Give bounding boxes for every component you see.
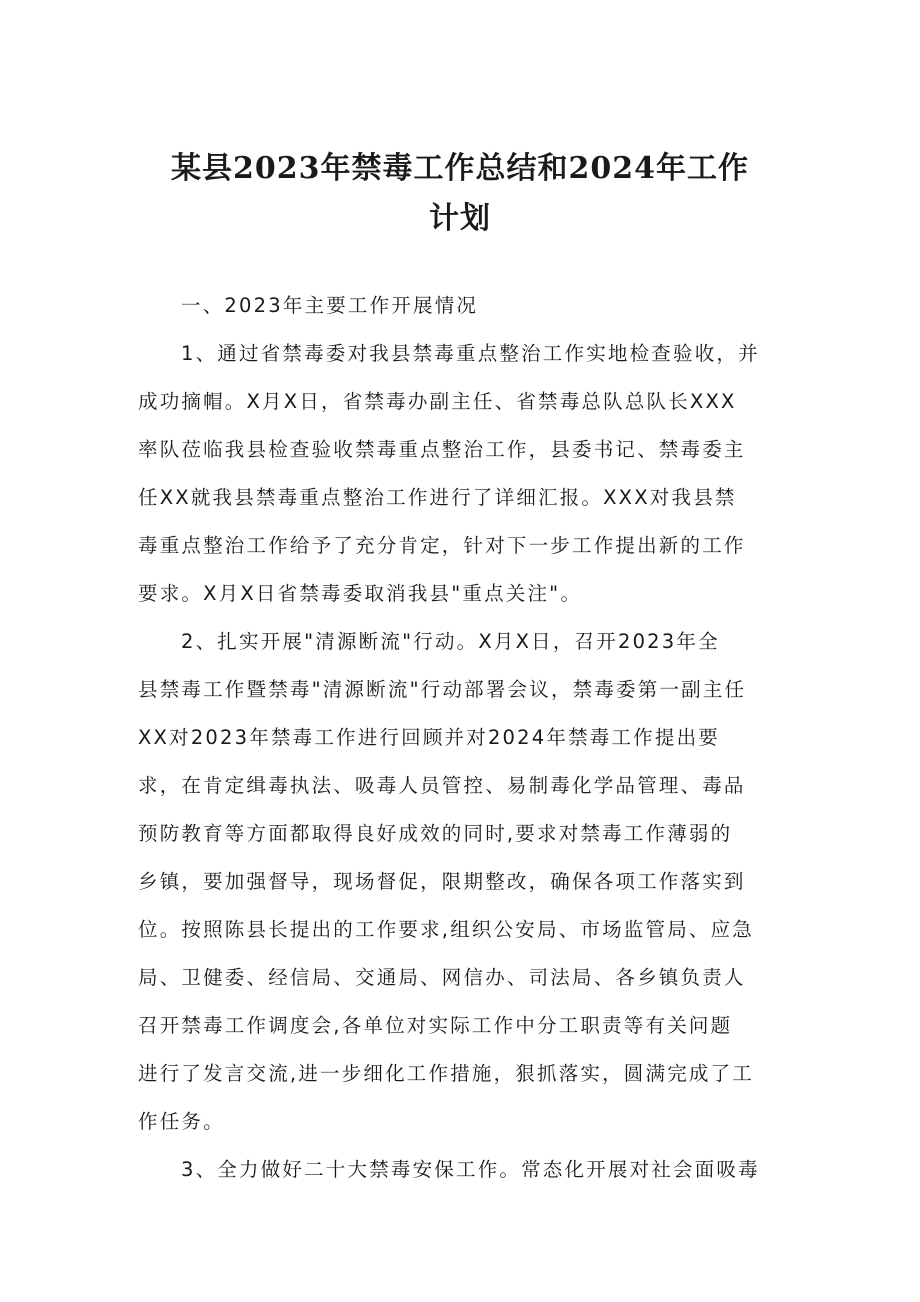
document-title-line-2: 计划 <box>429 201 491 236</box>
paragraph-1-line: 毒重点整治工作给予了充分肯定，针对下一步工作提出新的工作 <box>138 534 746 557</box>
paragraph-2-line: 乡镇，要加强督导，现场督促，限期整改，确保各项工作落实到 <box>138 870 746 893</box>
paragraph-3-line: 3、全力做好二十大禁毒安保工作。常态化开展对社会面吸毒 <box>181 1158 760 1181</box>
document-body <box>138 282 794 1194</box>
paragraph-1-line: 率队莅临我县检查验收禁毒重点整治工作，县委书记、禁毒委主 <box>138 438 746 461</box>
paragraph-2-line: 作任务。 <box>138 1110 225 1133</box>
paragraph-2-line: 2、扎实开展"清源断流"行动。X月X日，召开2023年全 <box>181 630 720 653</box>
paragraph-1-line: 成功摘帽。X月X日，省禁毒办副主任、省禁毒总队总队长XXX <box>138 390 737 413</box>
paragraph-1-line: 要求。X月X日省禁毒委取消我县"重点关注"。 <box>138 582 583 605</box>
section-heading: 一、2023年主要工作开展情况 <box>181 294 479 317</box>
paragraph-2-line: 进行了发言交流,进一步细化工作措施，狠抓落实，圆满完成了工 <box>138 1062 754 1085</box>
paragraph-2-line: 县禁毒工作暨禁毒"清源断流"行动部署会议，禁毒委第一副主任 <box>138 678 747 701</box>
paragraph-1-line: 1、通过省禁毒委对我县禁毒重点整治工作实地检查验收，并 <box>181 342 760 365</box>
paragraph-1-line: 任XX就我县禁毒重点整治工作进行了详细汇报。XXX对我县禁 <box>138 486 737 509</box>
document-title-line-1: 某县2023年禁毒工作总结和2024年工作 <box>171 151 749 186</box>
paragraph-2-line: 预防教育等方面都取得良好成效的同时,要求对禁毒工作薄弱的 <box>138 822 733 845</box>
paragraph-2-line: 求，在肯定缉毒执法、吸毒人员管控、易制毒化学品管理、毒品 <box>138 774 746 797</box>
paragraph-2-line: 位。按照陈县长提出的工作要求,组织公安局、市场监管局、应急 <box>138 918 754 941</box>
paragraph-2-line: 召开禁毒工作调度会,各单位对实际工作中分工职责等有关问题 <box>138 1014 733 1037</box>
paragraph-2-line: 局、卫健委、经信局、交通局、网信办、司法局、各乡镇负责人 <box>138 966 746 989</box>
paragraph-2-line: XX对2023年禁毒工作进行回顾并对2024年禁毒工作提出要 <box>138 726 720 749</box>
